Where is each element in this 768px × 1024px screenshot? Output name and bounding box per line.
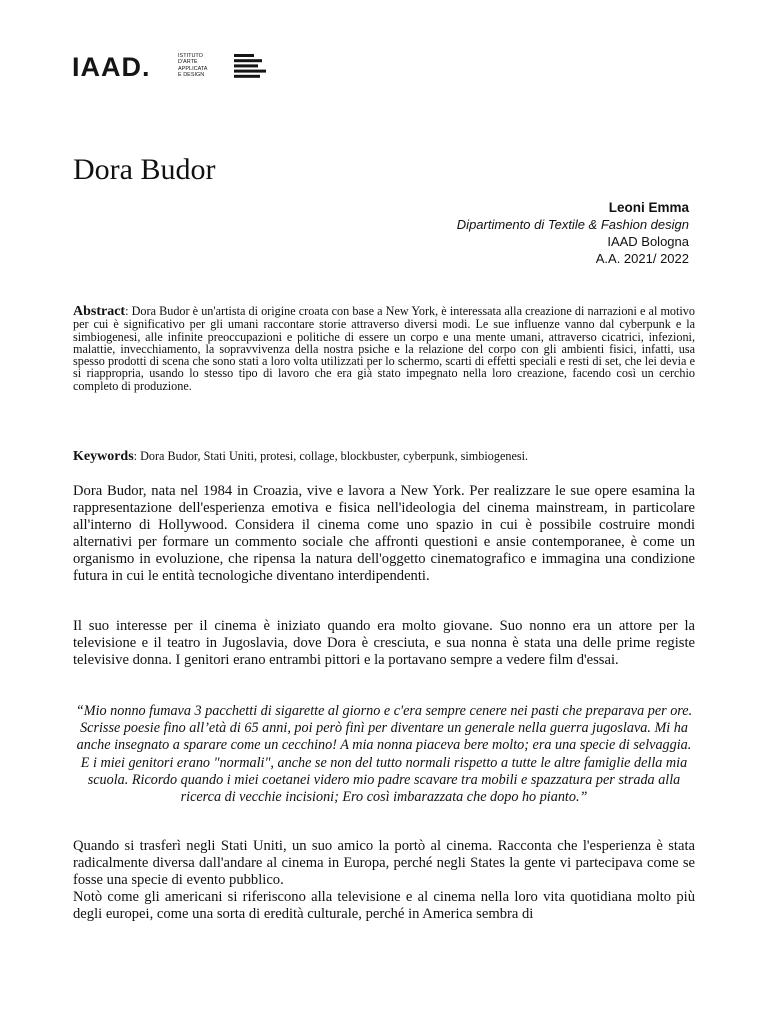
keywords	[73, 449, 695, 464]
keywords-label: Keywords	[73, 449, 134, 464]
body-paragraph: Quando si trasferì negli Stati Uniti, un suo amico la portò al cinema. Racconta che l'esperienza è stata radicalmente diversa dall'andare al cinema in Europa, perché negli States la gente vi partecipava come se fosse una specie di evento pubblico.	[73, 838, 695, 889]
logo-stripes-icon	[234, 54, 266, 78]
body-paragraph: Dora Budor, nata nel 1984 in Croazia, vive e lavora a New York. Per realizzare le sue opere esamina la rappresentazione dell'esperienza emotiva e fisica nell'ideologia del cinema mainstream, in particolare all'interno di Hollywood. Considera il cinema come uno spazio in cui è possibile costruire mondi alternativi per formare un commento sociale che affronti questioni e ansie contemporanee, è come un organismo in evoluzione, che ripensa la natura dell'oggetto cinematografico e immagina una condizione futura in cui le entità tecnologiche diventano interdipendenti.	[73, 483, 695, 585]
body-paragraph: Il suo interesse per il cinema è iniziato quando era molto giovane. Suo nonno era un attore per la televisione e il teatro in Jugoslavia, dove Dora è cresciuta, e sua nonna è stata una delle prime registe televisive donna. I genitori erano entrambi pittori e la portavano sempre a vedere film d'essai.	[73, 618, 695, 669]
logo-subtitle-line: D'ARTE	[178, 59, 198, 66]
logo-subtitle-line: ISTITUTO	[178, 53, 203, 59]
logo-subtitle	[178, 53, 228, 79]
author-school: IAAD Bologna	[607, 234, 689, 249]
abstract-text: : Dora Budor è un'artista di origine croata con base a New York, è interessata alla creazione di narrazioni e al motivo per cui è significativo per gli umani raccontare storie attraverso diversi modi. Le sue influenze vanno dal cyberpunk e la simbiogenesi, alle infinite preoccupazioni e politiche di essere un corpo e una mente umani, attraverso cicatrici, infezioni, malattie, invecchiamento, la sopravvivenza della nostra psiche e la relazione del corpo con gli ambienti fisici, infatti, usa spesso prodotti di scena che sono stati a loro volta utilizzati per lo schermo, scarti di effetti speciali e resti di set, che lei devia e si riappropria, usando lo stesso tipo di lavoro che era già stato impegnato nella loro creazione, facendo così un cerchio completo di produzione.	[73, 304, 695, 393]
author-department: Dipartimento di Textile & Fashion design	[456, 217, 689, 232]
logo-subtitle-line: E DESIGN	[178, 72, 205, 79]
block-quote: “Mio nonno fumava 3 pacchetti di sigarette al giorno e c'era sempre cenere nei pasti che preparava per ore. Scrisse poesie fino all’età di 65 anni, poi però finì per diventare un generale nella guerra jugoslava. Mi ha anche insegnato a sparare come un cecchino! A mia nonna piaceva bere molto; era una specie di selvaggia. E i miei genitori erano "normali", anche se non del tutto normali rispetto a tutte le altre famiglie della mia scuola. Ricordo quando i miei coetanei videro mio padre scavare tra mobili e spazzatura per strada alla ricerca di vecchie incisioni; Ero così imbarazzata che dopo ho pianto.”	[75, 703, 693, 806]
logo-wordmark: IAAD.	[72, 52, 151, 82]
abstract-label: Abstract	[73, 304, 126, 319]
abstract	[73, 305, 695, 392]
document-title: Dora Budor	[73, 153, 216, 186]
body-paragraph: Notò come gli americani si riferiscono alla televisione e al cinema nella loro vita quotidiana molto più degli europei, come una sorta di eredità culturale, perché in America sembra di	[73, 889, 695, 923]
author-block	[457, 199, 689, 267]
logo-subtitle-line: APPLICATA	[178, 65, 208, 72]
academic-year: A.A. 2021/ 2022	[595, 251, 689, 266]
author-name: Leoni Emma	[608, 200, 689, 215]
keywords-text: : Dora Budor, Stati Uniti, protesi, collage, blockbuster, cyberpunk, simbiogenesi.	[133, 449, 529, 463]
